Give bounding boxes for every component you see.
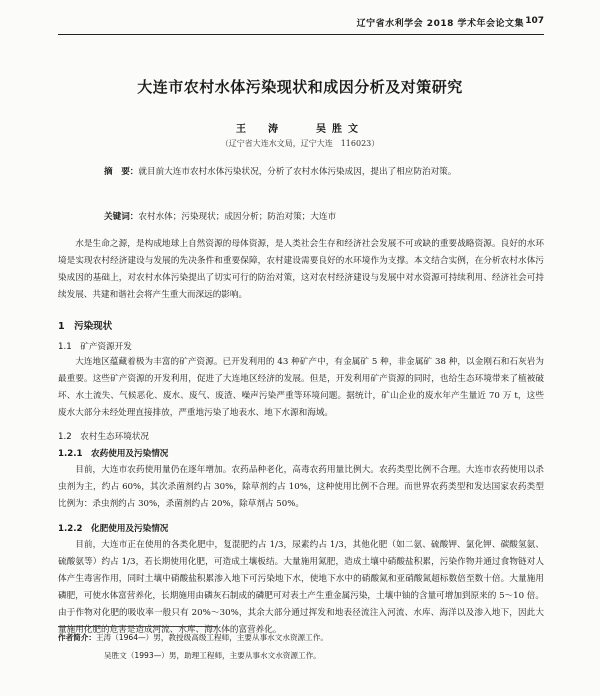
keywords-label: 关键词：	[104, 212, 139, 222]
abstract-label: 摘 要：	[104, 167, 139, 177]
keywords-text: 农村水体；污染现状；成因分析；防治对策；大连市	[138, 212, 337, 222]
section-1-1-text: 大连地区蕴藏着极为丰富的矿产资源。已开发利用的 43 种矿产中，有金属矿 5 种，非金属矿 38 种，以金刚石和石灰岩为最重要。这些矿产资源的开发利用，促进了大连地区经济的发展。但是，开发利用矿产资源的同时，也给生态环境带来了植被破坏、水土流失、气候恶化、废水、废气、废渣、噪声污染严重等环境问题。据统计，矿山企业的废水年产生量近 70 万 t，这些废水大部分未经处理直接排放，严重地污染了地表水、地下水源和海域。	[58, 357, 544, 418]
author-bio-2: 吴胜文（1993—）男，助理工程师，主要从事水文水资源工作。	[104, 651, 321, 660]
section-1-2-2-text: 目前，大连市正在使用的各类化肥中，复混肥约占 1/3，尿素约占 1/3，其他化肥（如二氨、硫酸钾、氯化钾、碳酸氢氨、硫酸氨等）约占 1/3，若长期使用化肥，可造成土壤板结。大量施用氮肥，造成土壤中硝酸盐积累，污染作物并通过食物链对人体产生毒害作用，同时土壤中硝酸盐积累渗入地下可污染地下水，使地下水中的硝酸氮和亚硝酸氮超标数倍至数十倍。大量施用磷肥，可使水体富营养化，长期施用由磷灰石制成的磷肥可对表土产生重金属污染，土壤中铀的含量可增加到原来的 5～10 倍。由于作物对化肥的吸收率一般只有 20%～30%，其余大部分通过挥发和地表径流注入河流、水库、海洋以及渗入地下，因此大量施用化肥的危害是造成河流、水库、海水体的富营养化。	[58, 540, 544, 635]
abstract	[104, 164, 518, 181]
section-1-2-1-heading: 1.2.1 农药使用及污染情况	[58, 449, 169, 459]
authors: 王 涛 吴胜文	[236, 124, 364, 135]
affiliation: （辽宁省大连水文局，辽宁大连 116023）	[220, 139, 380, 148]
running-header	[58, 14, 544, 35]
page-number: 107	[525, 16, 544, 26]
author-bio-1	[58, 632, 544, 643]
journal-name: 辽宁省水利学会 2018 学术年会论文集	[356, 19, 524, 29]
section-1-2-1-text: 目前，大连市农药使用量仍在逐年增加。农药品种老化，高毒农药用量比例大。农药类型比例不合理。大连市农药使用以杀虫剂为主，约占 60%，其次杀菌剂约占 30%，除草剂约占 10%，这种使用比例不合理。而世界农药类型和发达国家农药类型比例为：杀虫剂约占 30%，杀菌剂约占 20%，除草剂占 50%。	[58, 465, 544, 509]
abstract-text: 就目前大连市农村水体污染状况，分析了农村水体污染成因，提出了相应防治对策。	[138, 167, 457, 177]
section-1-2-heading: 1.2 农村生态环境状况	[58, 432, 150, 442]
footnote-divider	[58, 626, 218, 627]
footnote-label: 作者简介：	[58, 633, 96, 642]
section-1-1-heading: 1.1 矿产资源开发	[58, 342, 132, 352]
section-1-heading: 1 污染现状	[58, 321, 113, 332]
paper-title: 大连市农村水体污染现状和成因分析及对策研究	[137, 78, 463, 96]
section-1-2-2-heading: 1.2.2 化肥使用及污染情况	[58, 524, 169, 534]
footnote-line-1: 王涛（1964—）男，教授级高级工程师，主要从事水文水资源工作。	[95, 633, 328, 642]
keywords	[104, 210, 518, 222]
intro-paragraph: 水是生命之源，是构成地球上自然资源的母体资源，是人类社会生存和经济社会发展不可或缺的重要战略资源。良好的水环境是实现农村经济建设与发展的先决条件和重要保障，农村建设需要良好的水环境作为支撑。本文结合实例，在分析农村水体污染成因的基础上，对农村水体污染提出了切实可行的防治对策，这对农村经济建设与发展中对水资源可持续利用、经济社会可持续发展、共建和谐社会将产生重大而深远的影响。	[58, 239, 544, 300]
